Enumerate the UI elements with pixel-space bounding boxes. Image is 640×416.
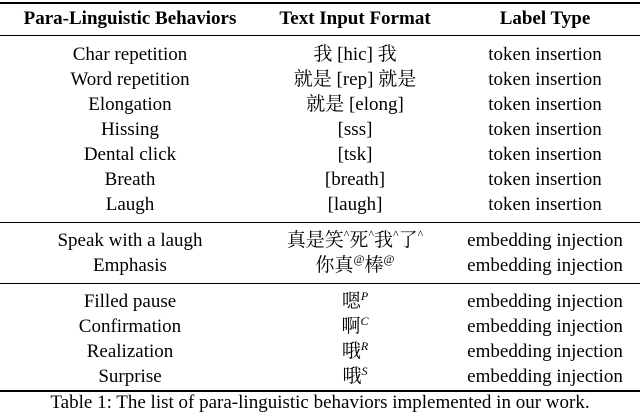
format-cell	[255, 316, 455, 338]
behavior-cell: Hissing	[100, 119, 160, 140]
format-cell: 我 [hic] 我	[313, 44, 397, 65]
format-cell	[255, 252, 455, 277]
behavior-cell: Elongation	[88, 94, 172, 115]
marker-symbol: ^	[368, 227, 374, 241]
header-rule	[0, 35, 640, 36]
marker-symbol: @	[383, 252, 395, 266]
label-cell: token insertion	[488, 94, 602, 115]
format-cell	[255, 291, 455, 313]
behavior-cell: Dental click	[83, 144, 177, 165]
label-cell: embedding injection	[467, 316, 623, 337]
behavior-cell: Confirmation	[78, 316, 182, 337]
table-caption: Table 1: The list of para-linguistic behaviors implemented in our work.	[50, 392, 590, 413]
label-superscript: C	[360, 314, 369, 328]
label-cell: embedding injection	[467, 230, 623, 251]
format-text: 哦	[342, 366, 362, 387]
label-cell: embedding injection	[467, 341, 623, 362]
marker-symbol: ^	[417, 227, 424, 241]
label-superscript: S	[361, 364, 368, 378]
format-cell	[255, 366, 455, 388]
marker-symbol: ^	[343, 227, 350, 241]
header-format: Text Input Format	[279, 8, 431, 29]
label-cell: embedding injection	[467, 291, 623, 312]
group-rule-2	[0, 283, 640, 284]
marker-symbol: ^	[393, 227, 399, 241]
label-cell: token insertion	[488, 44, 602, 65]
group-rule-1	[0, 222, 640, 223]
format-text: 了	[398, 230, 418, 251]
label-superscript: R	[360, 339, 369, 353]
label-superscript: P	[360, 289, 369, 303]
behavior-cell: Breath	[104, 169, 156, 190]
top-rule	[0, 2, 640, 4]
format-cell: [breath]	[324, 169, 386, 190]
format-text: 嗯	[341, 291, 361, 312]
label-cell: embedding injection	[467, 366, 623, 387]
behavior-cell: Speak with a laugh	[57, 230, 203, 251]
behavior-cell: Char repetition	[72, 44, 188, 65]
behavior-cell: Filled pause	[83, 291, 177, 312]
format-cell	[255, 227, 455, 252]
header-behaviors: Para-Linguistic Behaviors	[23, 8, 237, 29]
behavior-cell: Surprise	[98, 366, 162, 387]
format-cell: 就是 [elong]	[306, 94, 404, 115]
marker-symbol: @	[353, 252, 365, 266]
format-cell	[255, 341, 455, 363]
format-cell: [sss]	[337, 119, 373, 140]
label-cell: token insertion	[488, 119, 602, 140]
format-cell: [tsk]	[337, 144, 373, 165]
label-cell: token insertion	[488, 169, 602, 190]
label-cell: embedding injection	[467, 255, 623, 276]
format-text: 死	[349, 230, 369, 251]
header-label: Label Type	[499, 8, 591, 29]
behavior-cell: Realization	[86, 341, 174, 362]
format-text: 我	[374, 230, 394, 251]
format-text: 哦	[341, 341, 361, 362]
label-cell: token insertion	[488, 144, 602, 165]
format-text: 啊	[341, 316, 361, 337]
label-cell: token insertion	[488, 194, 602, 215]
format-cell: [laugh]	[327, 194, 383, 215]
format-text: 你真	[315, 255, 354, 276]
behavior-cell: Emphasis	[93, 255, 167, 276]
format-text: 棒	[364, 255, 384, 276]
format-cell: 就是 [rep] 就是	[293, 69, 417, 90]
behavior-cell: Laugh	[105, 194, 155, 215]
label-cell: token insertion	[488, 69, 602, 90]
format-text: 真是笑	[286, 230, 344, 251]
behavior-cell: Word repetition	[70, 69, 190, 90]
